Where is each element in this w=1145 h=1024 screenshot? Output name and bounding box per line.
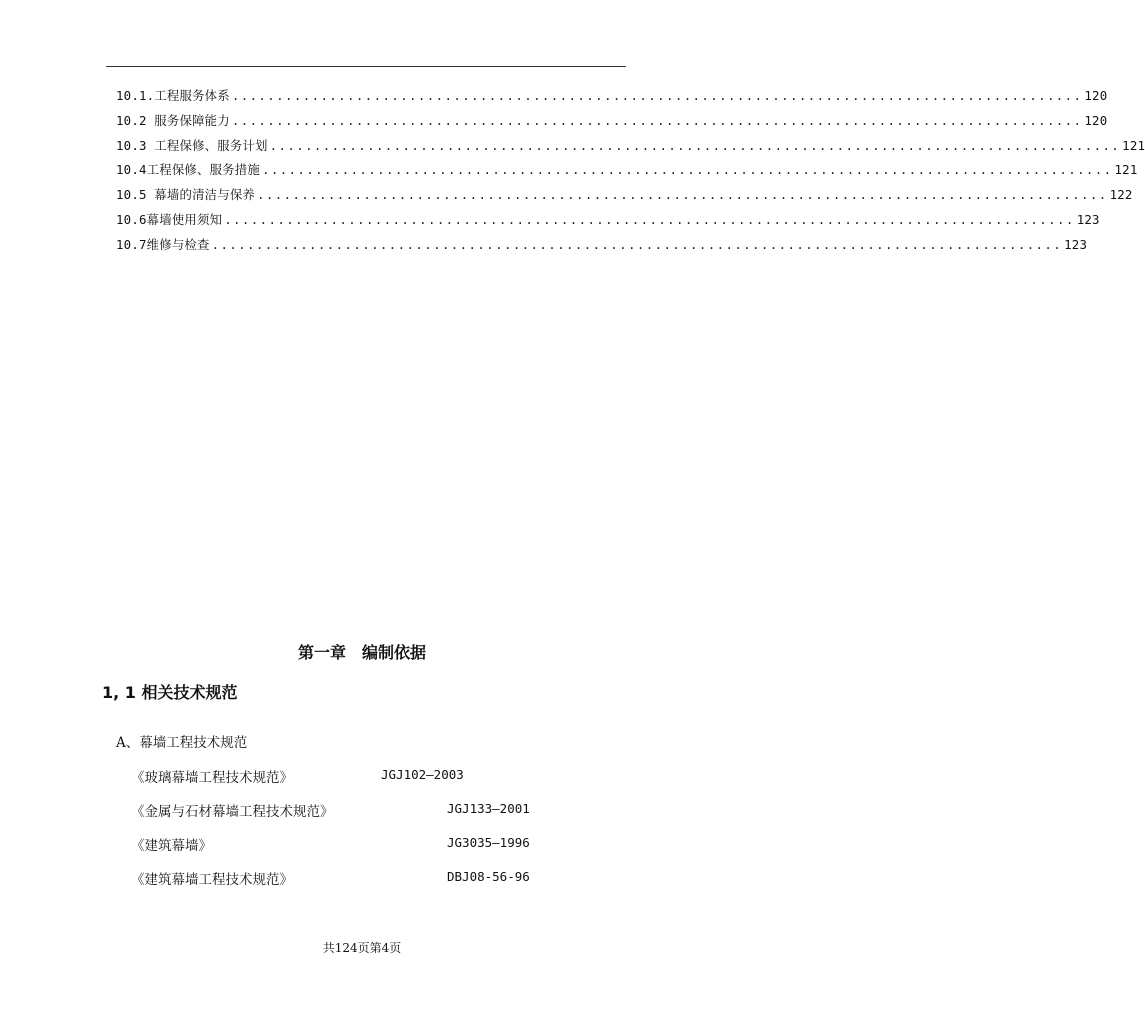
subsection-heading: A、幕墙工程技术规范 — [116, 735, 248, 751]
toc-entry-page: 120 — [1084, 88, 1108, 103]
page-footer: 共124页第4页 — [322, 941, 402, 955]
toc-entry[interactable] — [116, 185, 1133, 210]
reference-name: 《玻璃幕墙工程技术规范》 — [131, 770, 293, 786]
chapter-heading: 第一章 编制依据 — [297, 643, 426, 662]
header-rule — [106, 66, 626, 67]
toc-entry-page: 122 — [1109, 187, 1133, 203]
toc-leader-dots: ................................................................................................ — [257, 187, 1108, 203]
toc-entry-page: 121 — [1114, 162, 1138, 178]
toc-entry-page: 121 — [1122, 137, 1145, 153]
toc-entry[interactable] — [116, 136, 1145, 161]
reference-name: 《金属与石材幕墙工程技术规范》 — [131, 804, 334, 820]
toc-entry-label: 10.1.工程服务体系 — [116, 88, 230, 103]
reference-code: DBJ08-56-96 — [447, 869, 530, 884]
toc-entry-page: 120 — [1084, 112, 1108, 128]
toc-leader-dots: ................................................................................................ — [224, 211, 1075, 227]
toc-leader-dots: ................................................................................................ — [211, 236, 1063, 252]
toc-entry-label: 10.3 工程保修、服务计划 — [116, 137, 268, 153]
reference-code: JGJ102—2003 — [381, 767, 464, 782]
reference-code: JGJ133—2001 — [447, 801, 530, 816]
reference-name: 《建筑幕墙工程技术规范》 — [131, 872, 293, 888]
toc-entry[interactable] — [116, 210, 1100, 235]
toc-leader-dots: ................................................................................................ — [231, 88, 1083, 103]
toc-entry[interactable] — [116, 111, 1108, 136]
toc-entry[interactable] — [116, 86, 1108, 111]
toc-entry-label: 10.4工程保修、服务措施 — [116, 162, 260, 178]
toc-entry-label: 10.5 幕墙的清洁与保养 — [116, 187, 256, 203]
table-of-contents — [116, 86, 1145, 260]
toc-entry[interactable] — [116, 160, 1138, 185]
toc-entry[interactable] — [116, 235, 1088, 260]
toc-entry-label: 10.6幕墙使用须知 — [116, 211, 223, 227]
toc-entry-page: 123 — [1076, 211, 1100, 227]
toc-entry-label: 10.2 服务保障能力 — [116, 112, 230, 128]
reference-code: JG3035—1996 — [447, 835, 530, 850]
toc-entry-label: 10.7维修与检查 — [116, 236, 210, 252]
reference-name: 《建筑幕墙》 — [131, 838, 212, 854]
toc-leader-dots: ................................................................................................ — [261, 162, 1113, 178]
toc-leader-dots: ................................................................................................ — [269, 137, 1121, 153]
section-heading: 1, 1 相关技术规范 — [102, 683, 238, 702]
toc-leader-dots: ................................................................................................ — [231, 112, 1083, 128]
toc-entry-page: 123 — [1064, 236, 1088, 252]
